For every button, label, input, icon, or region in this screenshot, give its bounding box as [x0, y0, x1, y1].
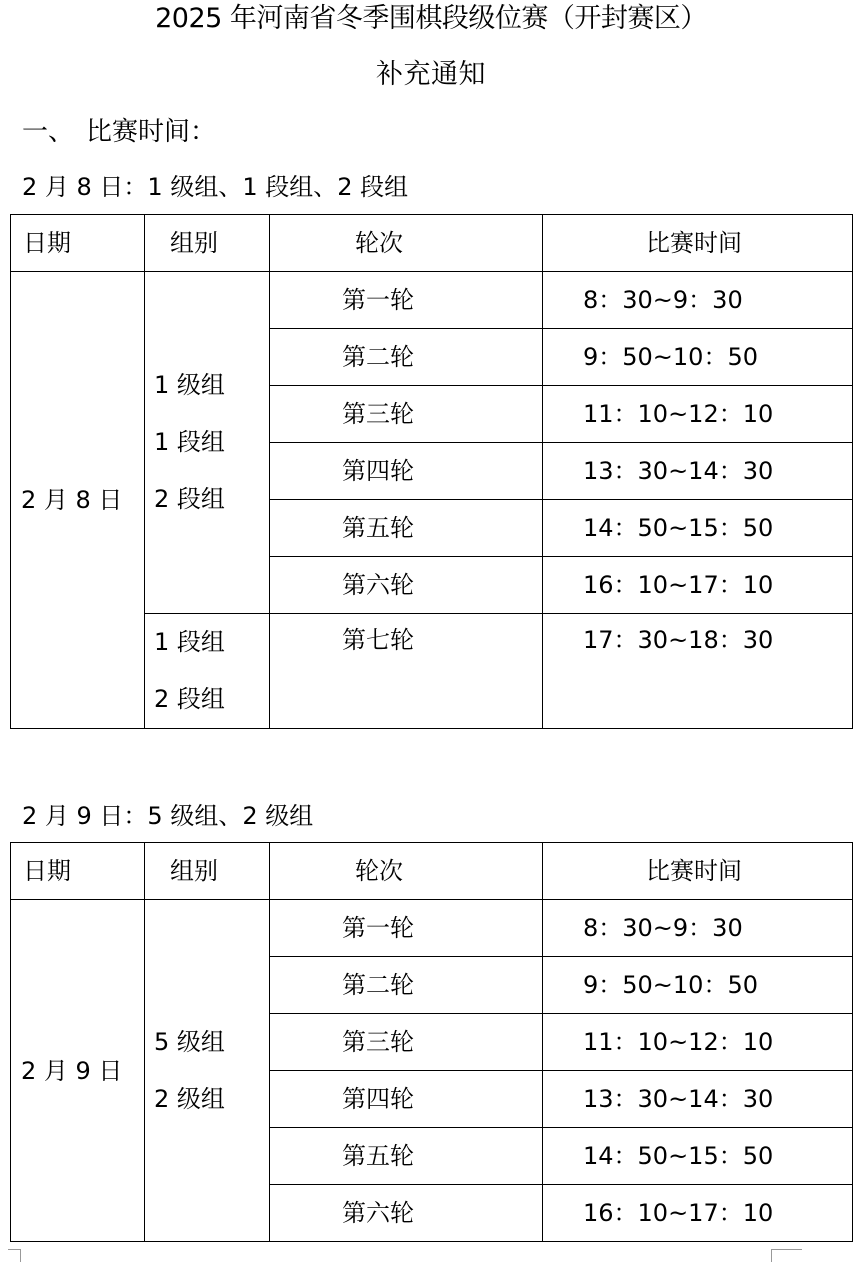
date-cell: 2 月 9 日 — [11, 900, 145, 1242]
header-round: 轮次 — [270, 843, 543, 900]
time-cell: 17：30~18：30 — [543, 614, 853, 729]
time-cell: 11：10~12：10 — [543, 1014, 853, 1071]
group-item: 5 级组 — [154, 1027, 225, 1056]
group-item: 1 段组 — [154, 628, 225, 656]
schedule-table-day2 — [10, 842, 853, 1242]
header-time: 比赛时间 — [543, 215, 853, 272]
time-cell: 13：30~14：30 — [543, 443, 853, 500]
table-row — [11, 272, 853, 329]
document-subtitle: 补充通知 — [376, 59, 486, 90]
round-cell: 第六轮 — [270, 1185, 543, 1242]
page-corner-mark-right — [771, 1249, 802, 1262]
header-round: 轮次 — [270, 215, 543, 272]
day1-label: 2 月 8 日：1 级组、1 段组、2 段组 — [22, 173, 409, 201]
round-cell: 第三轮 — [270, 1014, 543, 1071]
round-cell: 第四轮 — [270, 1071, 543, 1128]
table-header-row — [11, 215, 853, 272]
round-cell: 第六轮 — [270, 557, 543, 614]
round-cell: 第二轮 — [270, 329, 543, 386]
group-item: 2 级组 — [154, 1084, 225, 1113]
header-group: 组别 — [145, 843, 270, 900]
page-corner-mark-left — [8, 1249, 21, 1262]
date-cell: 2 月 8 日 — [11, 272, 145, 729]
group-cell — [145, 900, 270, 1242]
round-cell: 第四轮 — [270, 443, 543, 500]
time-cell: 14：50~15：50 — [543, 1128, 853, 1185]
time-cell: 8：30~9：30 — [543, 272, 853, 329]
schedule-table-day1 — [10, 214, 853, 729]
group-cell — [145, 272, 270, 614]
time-cell: 11：10~12：10 — [543, 386, 853, 443]
group-item: 1 段组 — [154, 428, 225, 456]
section-number: 一、 — [22, 117, 75, 147]
time-cell: 9：50~10：50 — [543, 329, 853, 386]
round-cell: 第五轮 — [270, 500, 543, 557]
day2-label: 2 月 9 日：5 级组、2 级组 — [22, 802, 314, 830]
round-cell: 第二轮 — [270, 957, 543, 1014]
section-heading — [22, 115, 216, 149]
time-cell: 13：30~14：30 — [543, 1071, 853, 1128]
round-cell: 第七轮 — [270, 614, 543, 729]
time-cell: 16：10~17：10 — [543, 557, 853, 614]
round-cell: 第三轮 — [270, 386, 543, 443]
group-item: 2 段组 — [154, 485, 225, 513]
time-cell: 14：50~15：50 — [543, 500, 853, 557]
document-title: 2025 年河南省冬季围棋段级位赛（开封赛区） — [155, 3, 707, 34]
round-cell: 第一轮 — [270, 900, 543, 957]
header-date: 日期 — [11, 843, 145, 900]
time-cell: 9：50~10：50 — [543, 957, 853, 1014]
table-row — [11, 900, 853, 957]
group-cell — [145, 614, 270, 729]
round-cell: 第五轮 — [270, 1128, 543, 1185]
header-time: 比赛时间 — [543, 843, 853, 900]
table-header-row — [11, 843, 853, 900]
group-item: 1 级组 — [154, 371, 225, 399]
header-date: 日期 — [11, 215, 145, 272]
round-cell: 第一轮 — [270, 272, 543, 329]
header-group: 组别 — [145, 215, 270, 272]
group-item: 2 段组 — [154, 685, 225, 713]
section-title: 比赛时间： — [86, 117, 217, 147]
time-cell: 16：10~17：10 — [543, 1185, 853, 1242]
time-cell: 8：30~9：30 — [543, 900, 853, 957]
